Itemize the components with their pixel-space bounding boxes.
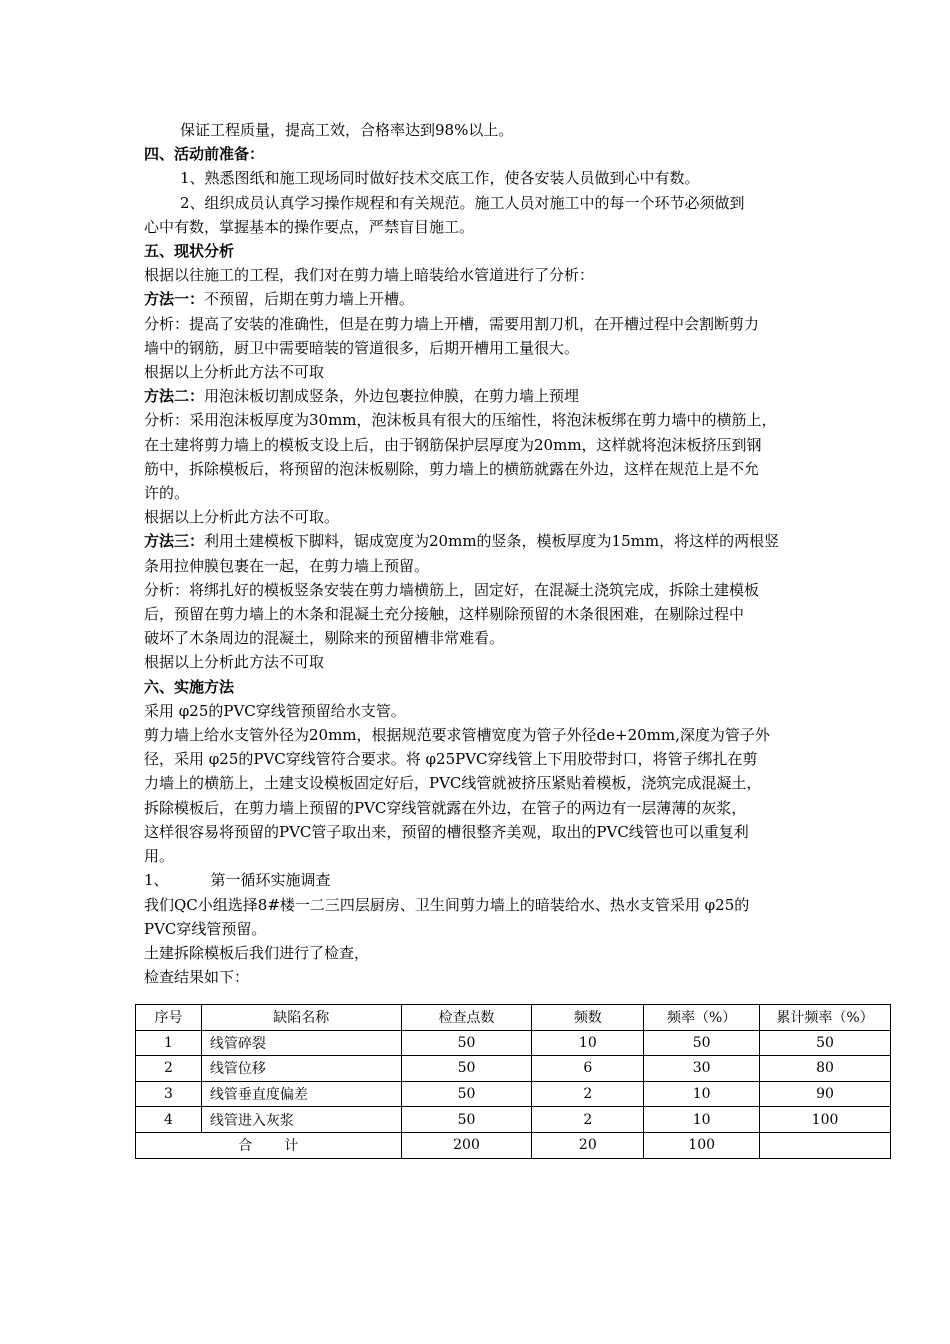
analysis-line: 后，预留在剪力墙上的木条和混凝土充分接触，这样剔除预留的木条很困难，在剔除过程中 — [144, 605, 745, 624]
paragraph: 力墙上的横筋上，土建支设模板固定好后，PVC线管就被挤压紧贴着模板，浇筑完成混凝土， — [144, 774, 762, 793]
paragraph: 土建拆除模板后我们进行了检查， — [144, 943, 370, 962]
table-cell: 10 — [644, 1107, 760, 1133]
paragraph: 2、组织成员认真学习操作规程和有关规范。施工人员对施工中的每一个环节必须做到 — [180, 193, 745, 212]
paragraph: 剪力墙上给水支管外径为20mm，根据规范要求管槽宽度为管子外径de+20mm,深度为管子外 — [144, 726, 770, 745]
paragraph: 1、熟悉图纸和施工现场同时做好技术交底工作，使各安装人员做到心中有数。 — [180, 169, 700, 188]
table-cell: 线管进入灰浆 — [201, 1107, 401, 1133]
analysis-line: 分析：采用泡沫板厚度为30mm，泡沫板具有很大的压缩性，将泡沫板绑在剪力墙中的横筋上， — [144, 411, 777, 430]
table-cell: 50 — [644, 1030, 760, 1056]
section-heading-4: 四、活动前准备： — [144, 145, 265, 164]
method-label: 方法一： — [144, 290, 205, 309]
paragraph: 根据以往施工的工程，我们对在剪力墙上暗装给水管道进行了分析： — [144, 266, 595, 285]
subsection-number: 1、 — [144, 871, 169, 890]
table-cell: 50 — [401, 1081, 532, 1107]
table-cell: 100 — [644, 1132, 760, 1158]
method-two — [144, 384, 812, 408]
table-cell: 1 — [136, 1030, 202, 1056]
table-cell: 200 — [401, 1132, 532, 1158]
column-header: 频率（%） — [644, 1005, 760, 1031]
analysis-line: 墙中的钢筋，厨卫中需要暗装的管道很多，后期开槽用工量很大。 — [144, 338, 580, 357]
conclusion: 根据以上分析此方法不可取。 — [144, 508, 340, 527]
method-three — [144, 529, 812, 553]
analysis-line: 筋中，拆除模板后，将预留的泡沫板剔除，剪力墙上的横筋就露在外边，这样在规范上是不允 — [144, 459, 760, 478]
subsection-title: 第一循环实施调查 — [210, 871, 331, 890]
method-one — [144, 287, 812, 311]
paragraph: 心中有数，掌握基本的操作要点，严禁盲目施工。 — [144, 217, 475, 236]
method-label: 方法三： — [144, 532, 205, 551]
document-body — [144, 118, 812, 989]
analysis-line: 在土建将剪力墙上的模板支设上后，由于钢筋保护层厚度为20mm，这样就将泡沫板挤压到钢 — [144, 435, 762, 454]
table-cell: 100 — [760, 1107, 891, 1133]
table-cell: 80 — [760, 1056, 891, 1082]
conclusion: 根据以上分析此方法不可取 — [144, 363, 325, 382]
table-cell: 90 — [760, 1081, 891, 1107]
total-label: 合 — [238, 1138, 253, 1155]
method-text: 不预留，后期在剪力墙上开槽。 — [204, 290, 415, 309]
table-cell: 50 — [401, 1107, 532, 1133]
method-text: 利用土建模板下脚料，锯成宽度为20mm的竖条，模板厚度为15mm，将这样的两根竖 — [204, 532, 780, 551]
column-header: 检查点数 — [401, 1005, 532, 1031]
table-header-row — [136, 1005, 891, 1031]
method-text: 用泡沫板切割成竖条，外边包裹拉伸膜，在剪力墙上预埋 — [204, 387, 580, 406]
column-header: 频数 — [532, 1005, 644, 1031]
section-heading-5: 五、现状分析 — [144, 242, 235, 261]
table-row — [136, 1081, 891, 1107]
paragraph: 这样很容易将预留的PVC管子取出来，预留的槽很整齐美观，取出的PVC线管也可以重复利 — [144, 822, 749, 841]
analysis-line: 破坏了木条周边的混凝土，剔除来的预留槽非常难看。 — [144, 629, 505, 648]
table-row — [136, 1107, 891, 1133]
table-cell: 10 — [644, 1081, 760, 1107]
total-label: 计 — [284, 1138, 299, 1155]
section-heading-6: 六、实施方法 — [144, 677, 235, 696]
paragraph: 拆除模板后，在剪力墙上预留的PVC穿线管就露在外边，在管子的两边有一层薄薄的灰浆， — [144, 798, 747, 817]
paragraph: 用。 — [144, 847, 175, 866]
subsection-heading — [144, 868, 812, 892]
paragraph: PVC穿线管预留。 — [144, 919, 267, 938]
table-cell: 10 — [532, 1030, 644, 1056]
table-cell: 4 — [136, 1107, 202, 1133]
column-header: 缺陷名称 — [201, 1005, 401, 1031]
table-cell: 线管位移 — [201, 1056, 401, 1082]
paragraph: 采用 φ25的PVC穿线管预留给水支管。 — [144, 701, 406, 720]
paragraph: 我们QC小组选择8#楼一二三四层厨房、卫生间剪力墙上的暗装给水、热水支管采用 φ25的 — [144, 895, 750, 914]
column-header: 累计频率（%） — [760, 1005, 891, 1031]
total-label-cell — [136, 1132, 402, 1158]
analysis-line: 许的。 — [144, 484, 190, 503]
table-cell: 50 — [401, 1056, 532, 1082]
analysis-line: 分析：提高了安装的准确性，但是在剪力墙上开槽，需要用割刀机，在开槽过程中会割断剪力 — [144, 314, 760, 333]
column-header: 序号 — [136, 1005, 202, 1031]
table-cell: 线管碎裂 — [201, 1030, 401, 1056]
table-row — [136, 1056, 891, 1082]
table-cell: 2 — [532, 1081, 644, 1107]
paragraph: 保证工程质量，提高工效，合格率达到98%以上。 — [180, 121, 514, 139]
table-total-row — [136, 1132, 891, 1158]
table-cell: 2 — [532, 1107, 644, 1133]
analysis-line: 分析：将绑扎好的模板竖条安装在剪力墙横筋上，固定好，在混凝土浇筑完成，拆除土建模板 — [144, 580, 760, 599]
paragraph: 检查结果如下： — [144, 968, 250, 987]
table-row — [136, 1030, 891, 1056]
table-cell: 30 — [644, 1056, 760, 1082]
table-cell: 6 — [532, 1056, 644, 1082]
table-cell: 线管垂直度偏差 — [201, 1081, 401, 1107]
conclusion: 根据以上分析此方法不可取 — [144, 653, 325, 672]
table-cell: 50 — [401, 1030, 532, 1056]
table-cell: 2 — [136, 1056, 202, 1082]
paragraph: 径，采用 φ25的PVC穿线管符合要求。将 φ25PVC穿线管上下用胶带封口，将管子绑扎在剪 — [144, 750, 758, 769]
method-line: 条用拉伸膜包裹在一起，在剪力墙上预留。 — [144, 556, 430, 575]
table-cell: 50 — [760, 1030, 891, 1056]
inspection-results-table — [135, 1004, 891, 1159]
table-cell: 20 — [532, 1132, 644, 1158]
method-label: 方法二： — [144, 387, 205, 406]
table-cell: 3 — [136, 1081, 202, 1107]
table-cell — [760, 1132, 891, 1158]
